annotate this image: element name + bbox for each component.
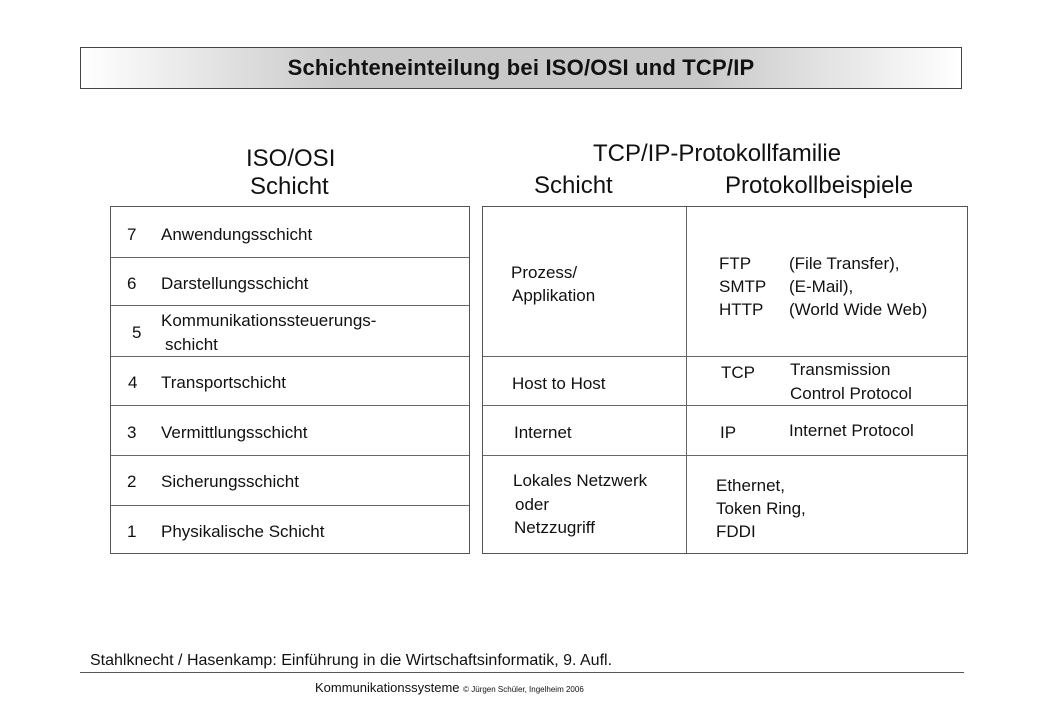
osi-heading-line1: ISO/OSI <box>246 145 336 172</box>
protocol-abbr: HTTP <box>719 300 764 319</box>
protocol-name: Token Ring, <box>716 499 806 518</box>
protocol-abbr: TCP <box>721 363 755 382</box>
tcp-layer-name: Host to Host <box>512 374 606 393</box>
tcp-column-divider <box>686 207 687 553</box>
protocol-desc: (World Wide Web) <box>789 300 928 319</box>
protocol-abbr: IP <box>720 423 737 442</box>
tcp-layer-name: Lokales Netzwerk <box>513 471 648 490</box>
osi-layer-name: Darstellungsschicht <box>161 274 309 293</box>
osi-heading-line2: Schicht <box>250 173 329 200</box>
osi-layer-name: Physikalische Schicht <box>161 522 325 541</box>
footer-copyright: © Jürgen Schüler, Ingelheim 2006 <box>463 685 584 694</box>
tcp-row-divider <box>483 455 967 456</box>
osi-layer-number: 5 <box>132 323 142 342</box>
osi-layer-number: 4 <box>128 373 138 392</box>
osi-layer-name-continued: schicht <box>165 335 218 354</box>
tcp-layer-name: Prozess/ <box>511 263 578 282</box>
footer-credit <box>315 680 584 695</box>
tcp-heading-col-protocols: Protokollbeispiele <box>725 172 914 199</box>
tcp-heading-col-layer: Schicht <box>534 172 613 199</box>
osi-layer-name: Transportschicht <box>161 373 287 392</box>
tcp-layer-name: Internet <box>514 423 572 442</box>
protocol-abbr: FTP <box>719 254 752 273</box>
tcp-layer-name: oder <box>515 495 550 514</box>
protocol-name: FDDI <box>716 522 756 541</box>
tcp-layer-box <box>482 206 968 554</box>
tcp-layer-name: Applikation <box>512 286 596 305</box>
osi-row-divider <box>111 505 469 506</box>
osi-layer-number: 1 <box>127 522 137 541</box>
tcp-heading-line1: TCP/IP-Protokollfamilie <box>593 140 842 167</box>
footer-divider <box>80 672 964 673</box>
protocol-desc: Transmission <box>790 360 891 379</box>
protocol-abbr: SMTP <box>719 277 767 296</box>
page-title: Schichteneinteilung bei ISO/OSI und TCP/IP <box>287 55 755 80</box>
source-citation: Stahlknecht / Hasenkamp: Einführung in die Wirtschaftsinformatik, 9. Aufl. <box>90 652 613 669</box>
footer-credit-main: Kommunikationssysteme <box>315 680 460 695</box>
title-bar <box>80 47 962 89</box>
tcp-layer-name: Netzzugriff <box>514 518 595 537</box>
osi-layer-name: Anwendungsschicht <box>161 225 313 244</box>
osi-layer-number: 7 <box>127 225 137 244</box>
osi-layer-name: Sicherungsschicht <box>161 472 299 491</box>
osi-layer-number: 6 <box>127 274 137 293</box>
protocol-desc-continued: Control Protocol <box>790 384 912 403</box>
protocol-desc: Internet Protocol <box>789 421 914 440</box>
osi-layer-name: Kommunikationssteuerungs- <box>161 311 377 330</box>
osi-layer-number: 3 <box>127 423 137 442</box>
osi-row-divider <box>111 455 469 456</box>
osi-row-divider <box>111 305 469 306</box>
protocol-desc: (File Transfer), <box>789 254 900 273</box>
osi-layer-number: 2 <box>127 472 137 491</box>
osi-row-divider <box>111 257 469 258</box>
osi-layer-box <box>110 206 470 554</box>
tcp-row-divider <box>483 356 967 357</box>
osi-layer-name: Vermittlungsschicht <box>161 423 308 442</box>
protocol-name: Ethernet, <box>716 476 785 495</box>
osi-row-divider <box>111 405 469 406</box>
protocol-desc: (E-Mail), <box>789 277 854 296</box>
